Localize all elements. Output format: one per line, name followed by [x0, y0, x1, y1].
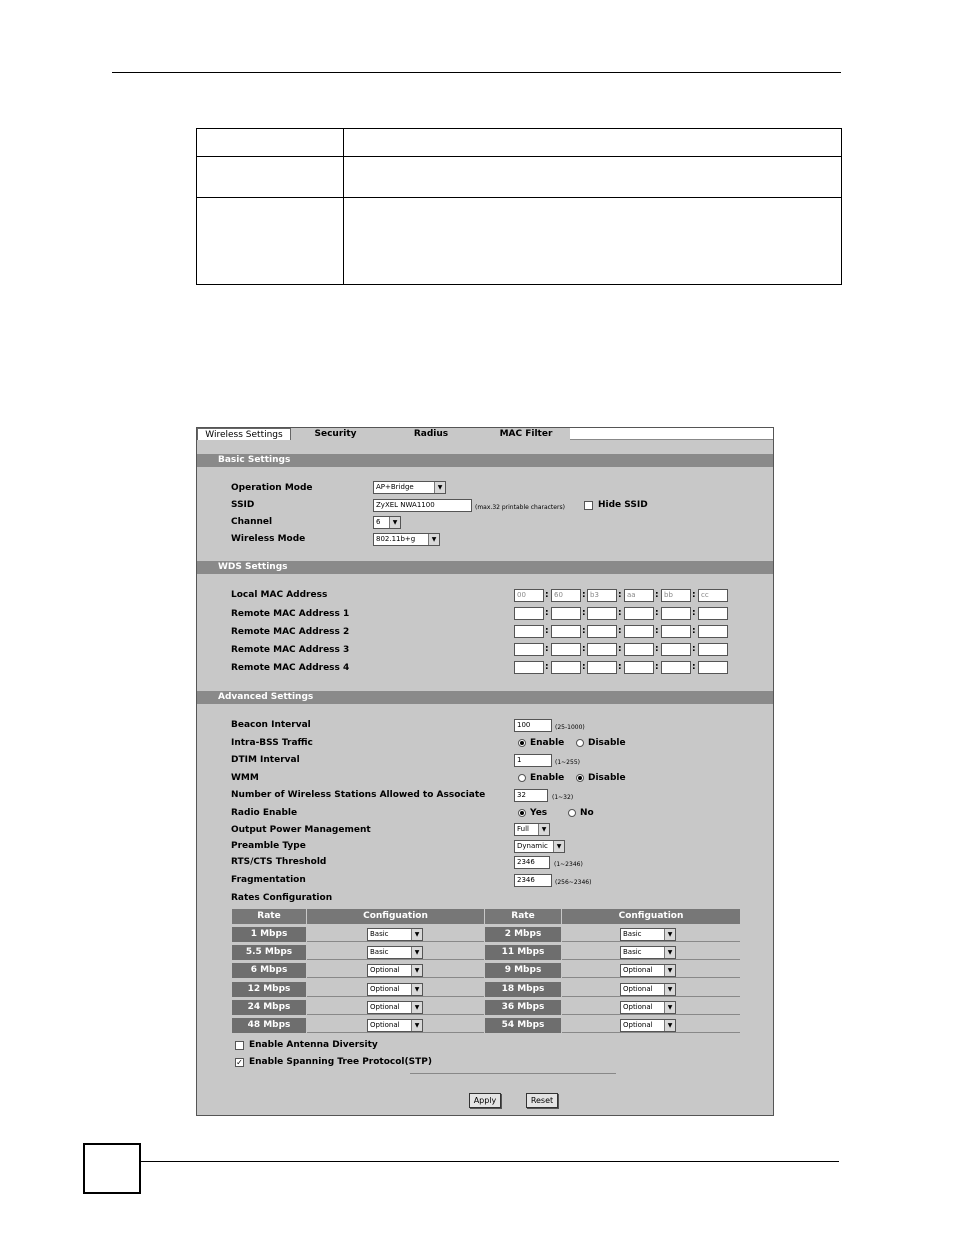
mac-separator: :	[655, 590, 659, 600]
hide-ssid-label: Hide SSID	[598, 500, 648, 510]
operation-mode-label: Operation Mode	[231, 483, 313, 493]
config-cell	[562, 963, 740, 978]
rate-config-value: Optional	[623, 966, 653, 975]
hide-ssid-checkbox[interactable]	[584, 501, 593, 510]
remote-mac-2-octet-4[interactable]	[624, 625, 654, 638]
table-row	[232, 982, 740, 998]
mac-separator: :	[655, 608, 659, 618]
remote-mac-1-octet-2[interactable]	[551, 607, 581, 620]
basic-settings-header: Basic Settings	[197, 454, 773, 467]
rate-cell: 24 Mbps	[232, 1000, 306, 1015]
config-cell	[307, 927, 484, 942]
config-cell	[562, 945, 740, 960]
remote-mac-4-octet-4[interactable]	[624, 661, 654, 674]
chevron-down-icon: ▼	[411, 984, 422, 995]
mac-separator: :	[582, 590, 586, 600]
wireless-mode-value: 802.11b+g	[376, 535, 416, 543]
config-cell	[307, 963, 484, 978]
rates-table-header	[232, 909, 740, 925]
beacon-interval-hint: (25-1000)	[555, 724, 585, 731]
stp-checkbox[interactable]	[235, 1058, 244, 1067]
config-cell	[562, 927, 740, 942]
fragmentation-input[interactable]: 2346	[514, 874, 552, 887]
chevron-down-icon: ▼	[411, 947, 422, 958]
wmm-disable-label: Disable	[588, 773, 626, 783]
rate-header: Rate	[232, 909, 306, 924]
output-power-select[interactable]	[514, 823, 550, 836]
remote-mac-4-octet-1[interactable]	[514, 661, 544, 674]
page-number-box	[83, 1143, 141, 1194]
tab-bar	[197, 428, 773, 440]
mac-separator: :	[618, 608, 622, 618]
fragmentation-label: Fragmentation	[231, 875, 306, 885]
mac-separator: :	[692, 626, 696, 636]
local-mac-octet-6[interactable]: cc	[698, 589, 728, 602]
radio-enable-label: Radio Enable	[231, 808, 298, 818]
rate-cell: 54 Mbps	[485, 1018, 561, 1033]
remote-mac-2-label: Remote MAC Address 2	[231, 627, 350, 637]
chevron-down-icon: ▼	[389, 517, 400, 528]
remote-mac-4-label: Remote MAC Address 4	[231, 663, 350, 673]
rate-config-select[interactable]	[367, 946, 423, 959]
output-power-value: Full	[517, 825, 529, 833]
preamble-type-label: Preamble Type	[231, 841, 306, 851]
mac-separator: :	[655, 626, 659, 636]
remote-mac-1-octet-4[interactable]	[624, 607, 654, 620]
dtim-interval-hint: (1~255)	[555, 759, 580, 766]
rate-config-select[interactable]	[367, 928, 423, 941]
rate-cell: 2 Mbps	[485, 927, 561, 942]
rate-cell: 36 Mbps	[485, 1000, 561, 1015]
remote-mac-2-octet-1[interactable]	[514, 625, 544, 638]
remote-mac-1-octet-6[interactable]	[698, 607, 728, 620]
table-cell	[197, 198, 344, 285]
ssid-hint: (max.32 printable characters)	[475, 504, 565, 511]
intra-bss-disable-label: Disable	[588, 738, 626, 748]
chevron-down-icon: ▼	[411, 1020, 422, 1031]
table-row	[232, 1018, 740, 1034]
channel-value: 6	[376, 518, 381, 526]
mac-separator: :	[618, 590, 622, 600]
wmm-disable-radio[interactable]	[576, 774, 584, 782]
chevron-down-icon: ▼	[664, 947, 675, 958]
rate-config-select[interactable]	[367, 1019, 423, 1032]
config-cell	[562, 982, 740, 997]
chevron-down-icon: ▼	[411, 929, 422, 940]
rate-config-value: Optional	[623, 1002, 653, 1011]
remote-mac-1-octet-1[interactable]	[514, 607, 544, 620]
wireless-mode-select[interactable]	[373, 533, 440, 546]
local-mac-octet-2[interactable]: 60	[551, 589, 581, 602]
channel-select[interactable]	[373, 516, 401, 529]
mac-separator: :	[545, 644, 549, 654]
divider	[410, 1073, 616, 1074]
local-mac-label: Local MAC Address	[231, 590, 328, 600]
rate-config-select[interactable]	[620, 1001, 676, 1014]
rate-config-value: Optional	[623, 1021, 653, 1029]
rate-cell: 6 Mbps	[232, 963, 306, 978]
tab-security[interactable]: Security	[291, 428, 380, 440]
ssid-label: SSID	[231, 500, 255, 510]
config-cell	[307, 982, 484, 997]
rates-configuration-label: Rates Configuration	[231, 893, 333, 903]
rate-config-select[interactable]	[620, 964, 676, 977]
check-icon: ✓	[236, 1058, 243, 1067]
operation-mode-value: AP+Bridge	[376, 483, 414, 491]
remote-mac-4-octet-3[interactable]	[587, 661, 617, 674]
chevron-down-icon: ▼	[664, 1002, 675, 1013]
remote-mac-3-label: Remote MAC Address 3	[231, 645, 350, 655]
rate-config-value: Basic	[623, 948, 642, 957]
rate-config-value: Optional	[370, 1002, 400, 1011]
mac-separator: :	[692, 590, 696, 600]
remote-mac-4-octet-2[interactable]	[551, 661, 581, 674]
mac-separator: :	[692, 644, 696, 654]
mac-separator: :	[545, 626, 549, 636]
chevron-down-icon: ▼	[664, 984, 675, 995]
apply-button[interactable]: Apply	[469, 1093, 501, 1108]
stations-input[interactable]: 32	[514, 789, 548, 802]
rate-cell: 12 Mbps	[232, 982, 306, 997]
mac-separator: :	[618, 644, 622, 654]
wmm-enable-label: Enable	[530, 773, 565, 783]
config-header: Configuation	[307, 909, 484, 924]
rate-config-select[interactable]	[367, 983, 423, 996]
wds-settings-header: WDS Settings	[197, 561, 773, 574]
operation-mode-select[interactable]	[373, 481, 446, 494]
chevron-down-icon: ▼	[411, 965, 422, 976]
rate-config-select[interactable]	[367, 1001, 423, 1014]
config-cell	[307, 1000, 484, 1015]
rate-config-select[interactable]	[620, 928, 676, 941]
mac-separator: :	[618, 626, 622, 636]
rate-config-select[interactable]	[620, 946, 676, 959]
config-cell	[307, 1018, 484, 1033]
document-table	[196, 128, 842, 285]
antenna-diversity-label: Enable Antenna Diversity	[249, 1040, 378, 1050]
config-cell	[307, 945, 484, 960]
mac-separator: :	[655, 644, 659, 654]
tab-mac-filter[interactable]: MAC Filter	[482, 428, 570, 440]
mac-separator: :	[545, 590, 549, 600]
config-header: Configuation	[562, 909, 740, 924]
remote-mac-1-label: Remote MAC Address 1	[231, 609, 350, 619]
rate-config-value: Optional	[370, 1021, 400, 1029]
remote-mac-2-octet-3[interactable]	[587, 625, 617, 638]
remote-mac-2-octet-6[interactable]	[698, 625, 728, 638]
stp-label: Enable Spanning Tree Protocol(STP)	[249, 1057, 432, 1067]
rate-cell: 18 Mbps	[485, 982, 561, 997]
beacon-interval-input[interactable]: 100	[514, 719, 552, 732]
preamble-type-select[interactable]	[514, 840, 565, 853]
table-row	[232, 927, 740, 943]
rate-cell: 1 Mbps	[232, 927, 306, 942]
config-cell	[562, 1000, 740, 1015]
rate-cell: 9 Mbps	[485, 963, 561, 978]
chevron-down-icon: ▼	[664, 929, 675, 940]
ssid-input[interactable]: ZyXEL NWA1100	[373, 499, 472, 512]
intra-bss-enable-label: Enable	[530, 738, 565, 748]
wireless-mode-label: Wireless Mode	[231, 534, 306, 544]
intra-bss-label: Intra-BSS Traffic	[231, 738, 313, 748]
remote-mac-1-octet-3[interactable]	[587, 607, 617, 620]
table-cell	[344, 157, 842, 198]
wmm-label: WMM	[231, 773, 259, 783]
mac-separator: :	[655, 662, 659, 672]
remote-mac-4-octet-6[interactable]	[698, 661, 728, 674]
rate-header: Rate	[485, 909, 561, 924]
preamble-type-value: Dynamic	[517, 842, 548, 850]
wireless-settings-screenshot	[196, 427, 774, 1116]
chevron-down-icon: ▼	[538, 824, 549, 835]
dtim-interval-label: DTIM Interval	[231, 755, 300, 765]
advanced-settings-header: Advanced Settings	[197, 691, 773, 704]
tab-wireless-settings[interactable]: Wireless Settings	[197, 428, 291, 440]
chevron-down-icon: ▼	[434, 482, 445, 493]
rate-config-value: Basic	[370, 948, 389, 957]
table-cell	[344, 198, 842, 285]
mac-separator: :	[692, 608, 696, 618]
mac-separator: :	[545, 608, 549, 618]
remote-mac-3-octet-2[interactable]	[551, 643, 581, 656]
mac-separator: :	[582, 662, 586, 672]
rate-config-select[interactable]	[367, 964, 423, 977]
dtim-interval-input[interactable]: 1	[514, 754, 552, 767]
rate-config-value: Optional	[370, 984, 400, 993]
rate-config-value: Optional	[623, 984, 653, 993]
intra-bss-disable-radio[interactable]	[576, 739, 584, 747]
remote-mac-3-octet-5[interactable]	[661, 643, 691, 656]
rts-threshold-hint: (1~2346)	[554, 861, 583, 868]
antenna-diversity-checkbox[interactable]	[235, 1041, 244, 1050]
table-row	[232, 945, 740, 961]
table-row	[232, 963, 740, 979]
wmm-enable-radio[interactable]	[518, 774, 526, 782]
local-mac-octet-1[interactable]: 00	[514, 589, 544, 602]
mac-separator: :	[582, 608, 586, 618]
local-mac-octet-3[interactable]: b3	[587, 589, 617, 602]
rts-threshold-input[interactable]: 2346	[514, 856, 550, 869]
footer-rule	[140, 1161, 839, 1162]
remote-mac-3-octet-6[interactable]	[698, 643, 728, 656]
header-rule	[112, 72, 841, 73]
rts-threshold-label: RTS/CTS Threshold	[231, 857, 327, 867]
stations-label: Number of Wireless Stations Allowed to Associate	[231, 790, 486, 800]
reset-button[interactable]: Reset	[526, 1093, 558, 1108]
radio-enable-yes-radio[interactable]	[518, 809, 526, 817]
remote-mac-3-octet-3[interactable]	[587, 643, 617, 656]
rate-config-select[interactable]	[620, 983, 676, 996]
rate-config-select[interactable]	[620, 1019, 676, 1032]
mac-separator: :	[545, 662, 549, 672]
mac-separator: :	[582, 626, 586, 636]
table-row	[232, 1000, 740, 1016]
remote-mac-3-octet-4[interactable]	[624, 643, 654, 656]
local-mac-octet-5[interactable]: bb	[661, 589, 691, 602]
remote-mac-4-octet-5[interactable]	[661, 661, 691, 674]
channel-label: Channel	[231, 517, 273, 527]
remote-mac-3-octet-1[interactable]	[514, 643, 544, 656]
rate-cell: 5.5 Mbps	[232, 945, 306, 960]
tab-radius[interactable]: Radius	[380, 428, 482, 440]
remote-mac-2-octet-5[interactable]	[661, 625, 691, 638]
config-cell	[562, 1018, 740, 1033]
chevron-down-icon: ▼	[664, 1020, 675, 1031]
rate-cell: 48 Mbps	[232, 1018, 306, 1033]
chevron-down-icon: ▼	[553, 841, 564, 852]
mac-separator: :	[692, 662, 696, 672]
remote-mac-1-octet-5[interactable]	[661, 607, 691, 620]
mac-separator: :	[582, 644, 586, 654]
stations-hint: (1~32)	[552, 794, 574, 801]
intra-bss-enable-radio[interactable]	[518, 739, 526, 747]
radio-enable-no-radio[interactable]	[568, 809, 576, 817]
chevron-down-icon: ▼	[664, 965, 675, 976]
radio-enable-no-label: No	[580, 808, 594, 818]
output-power-label: Output Power Management	[231, 825, 371, 835]
fragmentation-hint: (256~2346)	[555, 879, 592, 886]
rate-config-value: Basic	[370, 930, 389, 938]
radio-enable-yes-label: Yes	[530, 808, 548, 818]
beacon-interval-label: Beacon Interval	[231, 720, 311, 730]
rate-config-value: Basic	[623, 930, 642, 938]
table-cell	[197, 129, 344, 157]
table-cell	[344, 129, 842, 157]
rate-cell: 11 Mbps	[485, 945, 561, 960]
rate-config-value: Optional	[370, 966, 400, 975]
mac-separator: :	[618, 662, 622, 672]
chevron-down-icon: ▼	[411, 1002, 422, 1013]
chevron-down-icon: ▼	[428, 534, 439, 545]
remote-mac-2-octet-2[interactable]	[551, 625, 581, 638]
table-cell	[197, 157, 344, 198]
local-mac-octet-4[interactable]: aa	[624, 589, 654, 602]
